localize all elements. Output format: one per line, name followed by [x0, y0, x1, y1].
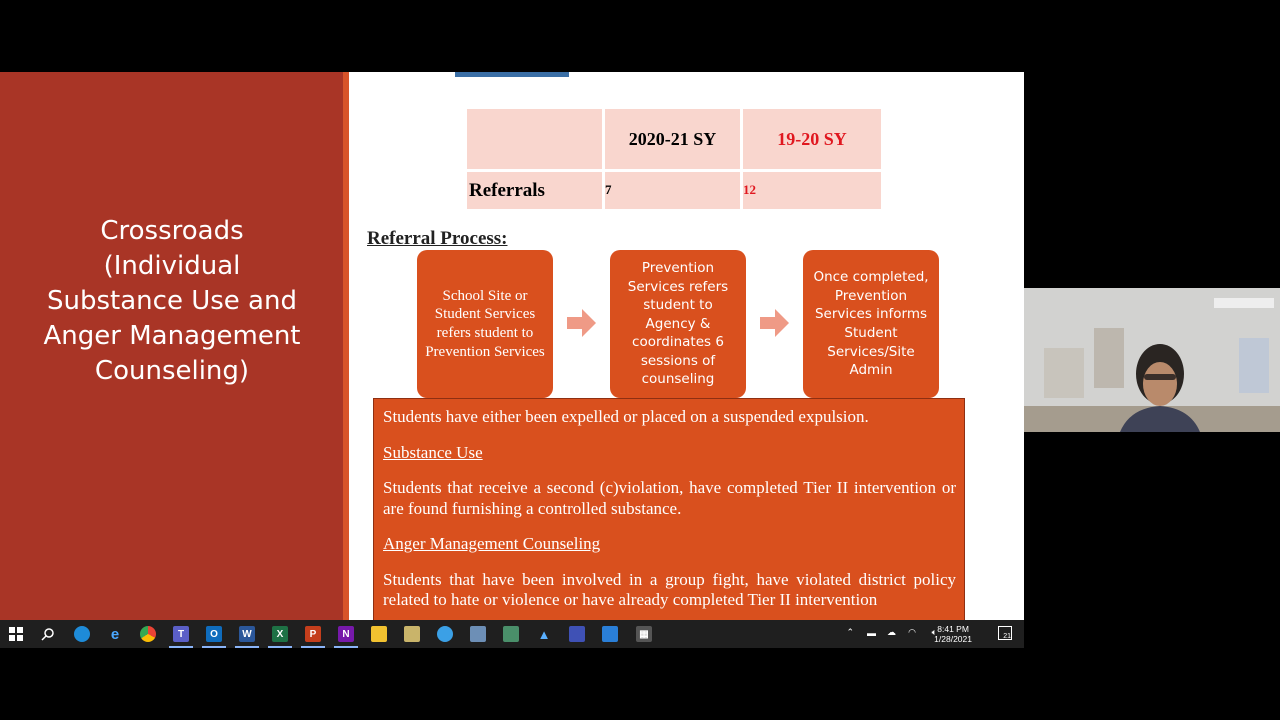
- table-cell-referrals-19-20: 12: [743, 172, 881, 209]
- word-icon[interactable]: W: [239, 626, 255, 642]
- powerpoint-icon[interactable]: P: [305, 626, 321, 642]
- anger-management-heading: Anger Management Counseling: [383, 534, 601, 553]
- referral-process-heading: Referral Process:: [367, 228, 508, 249]
- app-icon[interactable]: [569, 626, 585, 642]
- calculator-icon[interactable]: ▦: [636, 626, 652, 642]
- arrow-right-icon: [760, 308, 790, 338]
- table-header-2020-21: 2020-21 SY: [605, 109, 740, 169]
- onenote-icon[interactable]: N: [338, 626, 354, 642]
- substance-use-heading: Substance Use: [383, 442, 483, 462]
- criteria-box: [373, 398, 965, 620]
- outlook-icon[interactable]: O: [206, 626, 222, 642]
- notification-icon[interactable]: [998, 626, 1012, 640]
- people-icon[interactable]: [470, 626, 486, 642]
- file-explorer-icon[interactable]: [371, 626, 387, 642]
- tablet-icon[interactable]: [503, 626, 519, 642]
- table-corner-cell: [467, 109, 602, 169]
- slide-left-panel: [0, 72, 343, 620]
- ie-icon[interactable]: e: [110, 625, 120, 643]
- table-row-label-referrals: Referrals: [467, 172, 602, 209]
- arrow-right-icon: [567, 308, 597, 338]
- clock[interactable]: [931, 624, 972, 644]
- referrals-table: [467, 109, 881, 209]
- table-header-19-20: 19-20 SY: [743, 109, 881, 169]
- top-color-strip: [455, 72, 569, 77]
- criteria-intro: Students have either been expelled or placed on a suspended expulsion.: [383, 407, 869, 426]
- web-icon[interactable]: [437, 626, 453, 642]
- notification-count: 21: [1003, 633, 1011, 640]
- chevron-up-icon[interactable]: ⌃: [846, 627, 854, 637]
- slide-title: Crossroads (Individual Substance Use and Anger Management Counseling): [43, 216, 301, 386]
- battery-icon[interactable]: ▬: [867, 628, 876, 638]
- webcam-image: [1024, 288, 1280, 432]
- flow-step-3: Once completed, Prevention Services informs Student Services/Site Admin: [803, 250, 939, 398]
- start-icon[interactable]: [8, 626, 24, 642]
- drive-icon[interactable]: ▲: [537, 626, 551, 642]
- excel-icon[interactable]: X: [272, 626, 288, 642]
- edge-icon[interactable]: [74, 626, 90, 642]
- anger-management-text: Students that have been involved in a group fight, have violated district policy related to hate or violence or have already completed Tier II intervention: [383, 569, 956, 609]
- search-icon[interactable]: [40, 626, 56, 642]
- substance-use-text: Students that receive a second (c)violation, have completed Tier II intervention or are found furnishing a controlled substance.: [383, 478, 956, 518]
- flow-step-1: School Site or Student Services refers student to Prevention Services: [417, 250, 553, 398]
- clock-date: 1/28/2021: [934, 634, 972, 644]
- flow-step-2: Prevention Services refers student to Agency & coordinates 6 sessions of counseling: [610, 250, 746, 398]
- wifi-icon[interactable]: ◠: [908, 627, 916, 637]
- panel-divider: [343, 72, 349, 620]
- teams-icon[interactable]: T: [173, 626, 189, 642]
- volume-icon[interactable]: 🔈︎: [931, 627, 937, 637]
- cloud-icon[interactable]: ☁: [887, 627, 896, 637]
- webcam-video: [1024, 288, 1280, 432]
- table-cell-referrals-2020-21: 7: [605, 172, 740, 209]
- windows-taskbar: [0, 620, 1024, 648]
- chrome-icon[interactable]: [140, 626, 156, 642]
- slide-canvas: [0, 72, 1024, 620]
- clock-time: 8:41 PM: [937, 624, 969, 634]
- app-icon[interactable]: [602, 626, 618, 642]
- app-icon[interactable]: [404, 626, 420, 642]
